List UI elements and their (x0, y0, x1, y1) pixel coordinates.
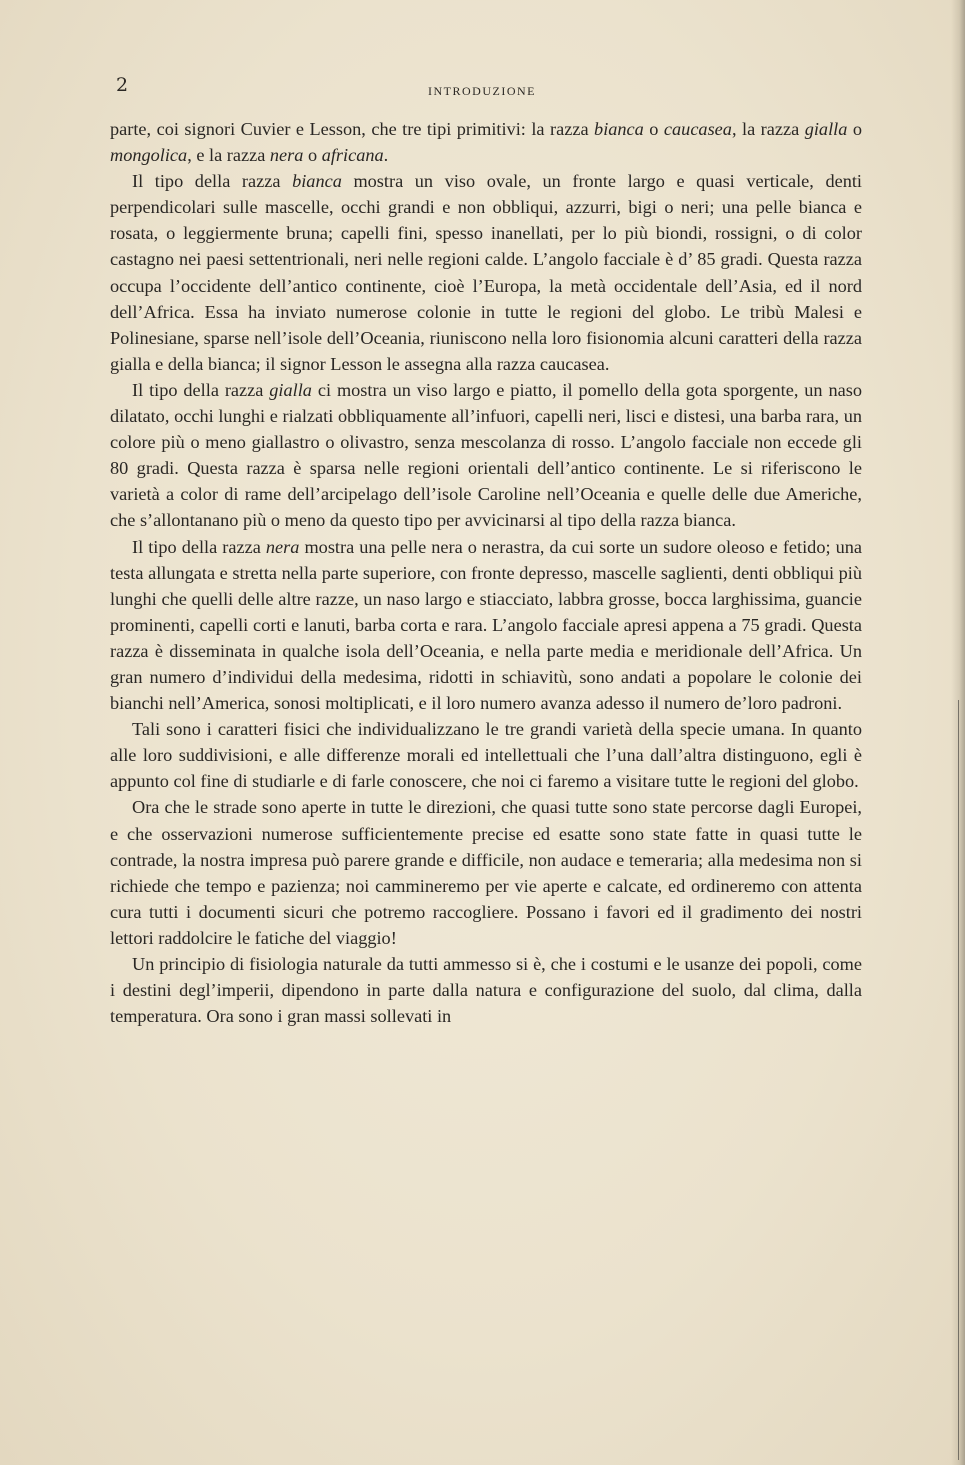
text-run: mostra un viso ovale, un fronte largo e quasi verticale, denti perpendicolari sulle mascelle, occhi grandi e non obbliqui, azzurri, bigi o neri; una pelle bianca e rosata, o leggiermente bruna; capelli fini, spesso inanellati, per lo più biondi, rossigni, o di color castagno nei paesi settentrionali, neri nelle regioni calde. L’angolo facciale è d’ 85 gradi. Questa razza occupa l’occidente dell’antico continente, cioè l’Europa, la metà occidentale dell’Asia, ed il nord dell’Africa. Essa ha inviato numerose colonie in tutte le regioni del globo. Le tribù Malesi e Polinesiane, sparse nell’isole dell’Oceania, riuniscono nella loro fisionomia alcuni caratteri della razza gialla e della bianca; il signor Lesson le assegna alla razza caucasea. (110, 171, 862, 374)
italic-term: caucasea (663, 119, 732, 139)
page-number: 2 (116, 74, 129, 96)
paragraph-5 (110, 716, 862, 794)
text-run: o (303, 145, 322, 166)
running-head: INTRODUZIONE (428, 84, 536, 98)
paragraph-7 (110, 951, 862, 1029)
italic-term: bianca (594, 119, 644, 139)
paragraph-4 (110, 534, 862, 717)
paragraph-6 (110, 794, 862, 951)
text-run: o (847, 119, 862, 139)
text-run: , la razza (731, 119, 805, 139)
text-run: mostra una pelle nera o nerastra, da cui sorte un sudore oleoso e fetido; una testa allungata e stretta nella parte superiore, con fronte depresso, mascelle saglienti, denti obbliqui più lunghi che quelli delle altre razze, un naso largo e stiacciato, labbra grosse, bocca larghissima, guancie prominenti, capelli corti e lanuti, barba corta e rara. L’angolo facciale apresi appena a 75 gradi. Questa razza è disseminata in qualche isola dell’Oceania, e nella parte media e meridionale dell’Africa. Un gran numero d’individui della medesima, ridotti in schiavitù, sono andati a popolare le colonie dei bianchi nell’America, sonosi moltiplicati, e il loro numero avanza adesso il numero de’loro padroni. (110, 536, 862, 714)
italic-term: gialla (804, 119, 848, 139)
page-header (116, 74, 856, 98)
italic-term: nera (265, 536, 300, 557)
text-run: o (643, 119, 664, 139)
paragraph-2 (110, 168, 862, 377)
text-run: . (383, 145, 389, 166)
text-run: Il tipo della razza (132, 171, 293, 192)
italic-term: africana (321, 145, 384, 166)
paragraph-3 (110, 377, 862, 534)
text-run: ci mostra un viso largo e piatto, il pomello della gota sporgente, un naso dilatato, occhi lunghi e rialzati obbliquamente all’infuori, capelli neri, lisci e distesi, una barba rara, un colore più o meno giallastro o olivastro, senza mescolanza di rosso. L’angolo facciale non eccede gli 80 gradi. Questa razza è sparsa nelle regioni orientali dell’antico continente. Le si riferiscono le varietà a color di rame dell’arcipelago dell’isole Caroline nell’Oceania e quelle delle due Americhe, che s’allontanano più o meno da questo tipo per avvicinarsi al tipo della razza bianca. (110, 379, 862, 531)
text-run: Un principio di fisiologia naturale da tutti ammesso si è, che i costumi e le usanze dei popoli, come i destini degl’imperii, dipendono in parte dalla natura e configurazione del suolo, dal clima, dalla temperatura. Ora sono i gran massi sollevati in (110, 954, 862, 1027)
italic-term: bianca (292, 171, 342, 192)
text-run: Il tipo della razza (132, 379, 270, 400)
text-run: , e la razza (187, 145, 270, 166)
text-run: Tali sono i caratteri fisici che individualizzano le tre grandi varietà della specie umana. In quanto alle loro suddivisioni, e alle differenze morali ed intellettuali che l’una dall’altra distinguono, egli è appunto col fine di studiarle e di farle conoscere, che noi ci faremo a visitare tutte le regioni del globo. (110, 719, 862, 792)
italic-term: nera (269, 145, 304, 166)
text-run: parte, coi signori Cuvier e Lesson, che tre tipi primitivi: la razza (110, 119, 595, 139)
body-text (110, 116, 862, 1029)
page-edge-line (958, 700, 959, 1460)
paragraph-1 (110, 116, 862, 168)
italic-term: gialla (269, 379, 312, 400)
text-run: Ora che le strade sono aperte in tutte le direzioni, che quasi tutte sono state percorse dagli Europei, e che osservazioni numerose sufficientemente precise ed esatte sono state fatte in quasi tutte le contrade, la nostra impresa può parere grande e difficile, non audace e temeraria; alla medesima non si richiede che tempo e pazienza; noi cammineremo per vie aperte e calcate, ed ordineremo con attenta cura tutti i documenti sicuri che potremo raccogliere. Possano i favori ed il gradimento dei nostri lettori raddolcire le fatiche del viaggio! (110, 797, 862, 948)
text-run: Il tipo della razza (132, 536, 266, 557)
italic-term: mongolica (110, 145, 188, 166)
